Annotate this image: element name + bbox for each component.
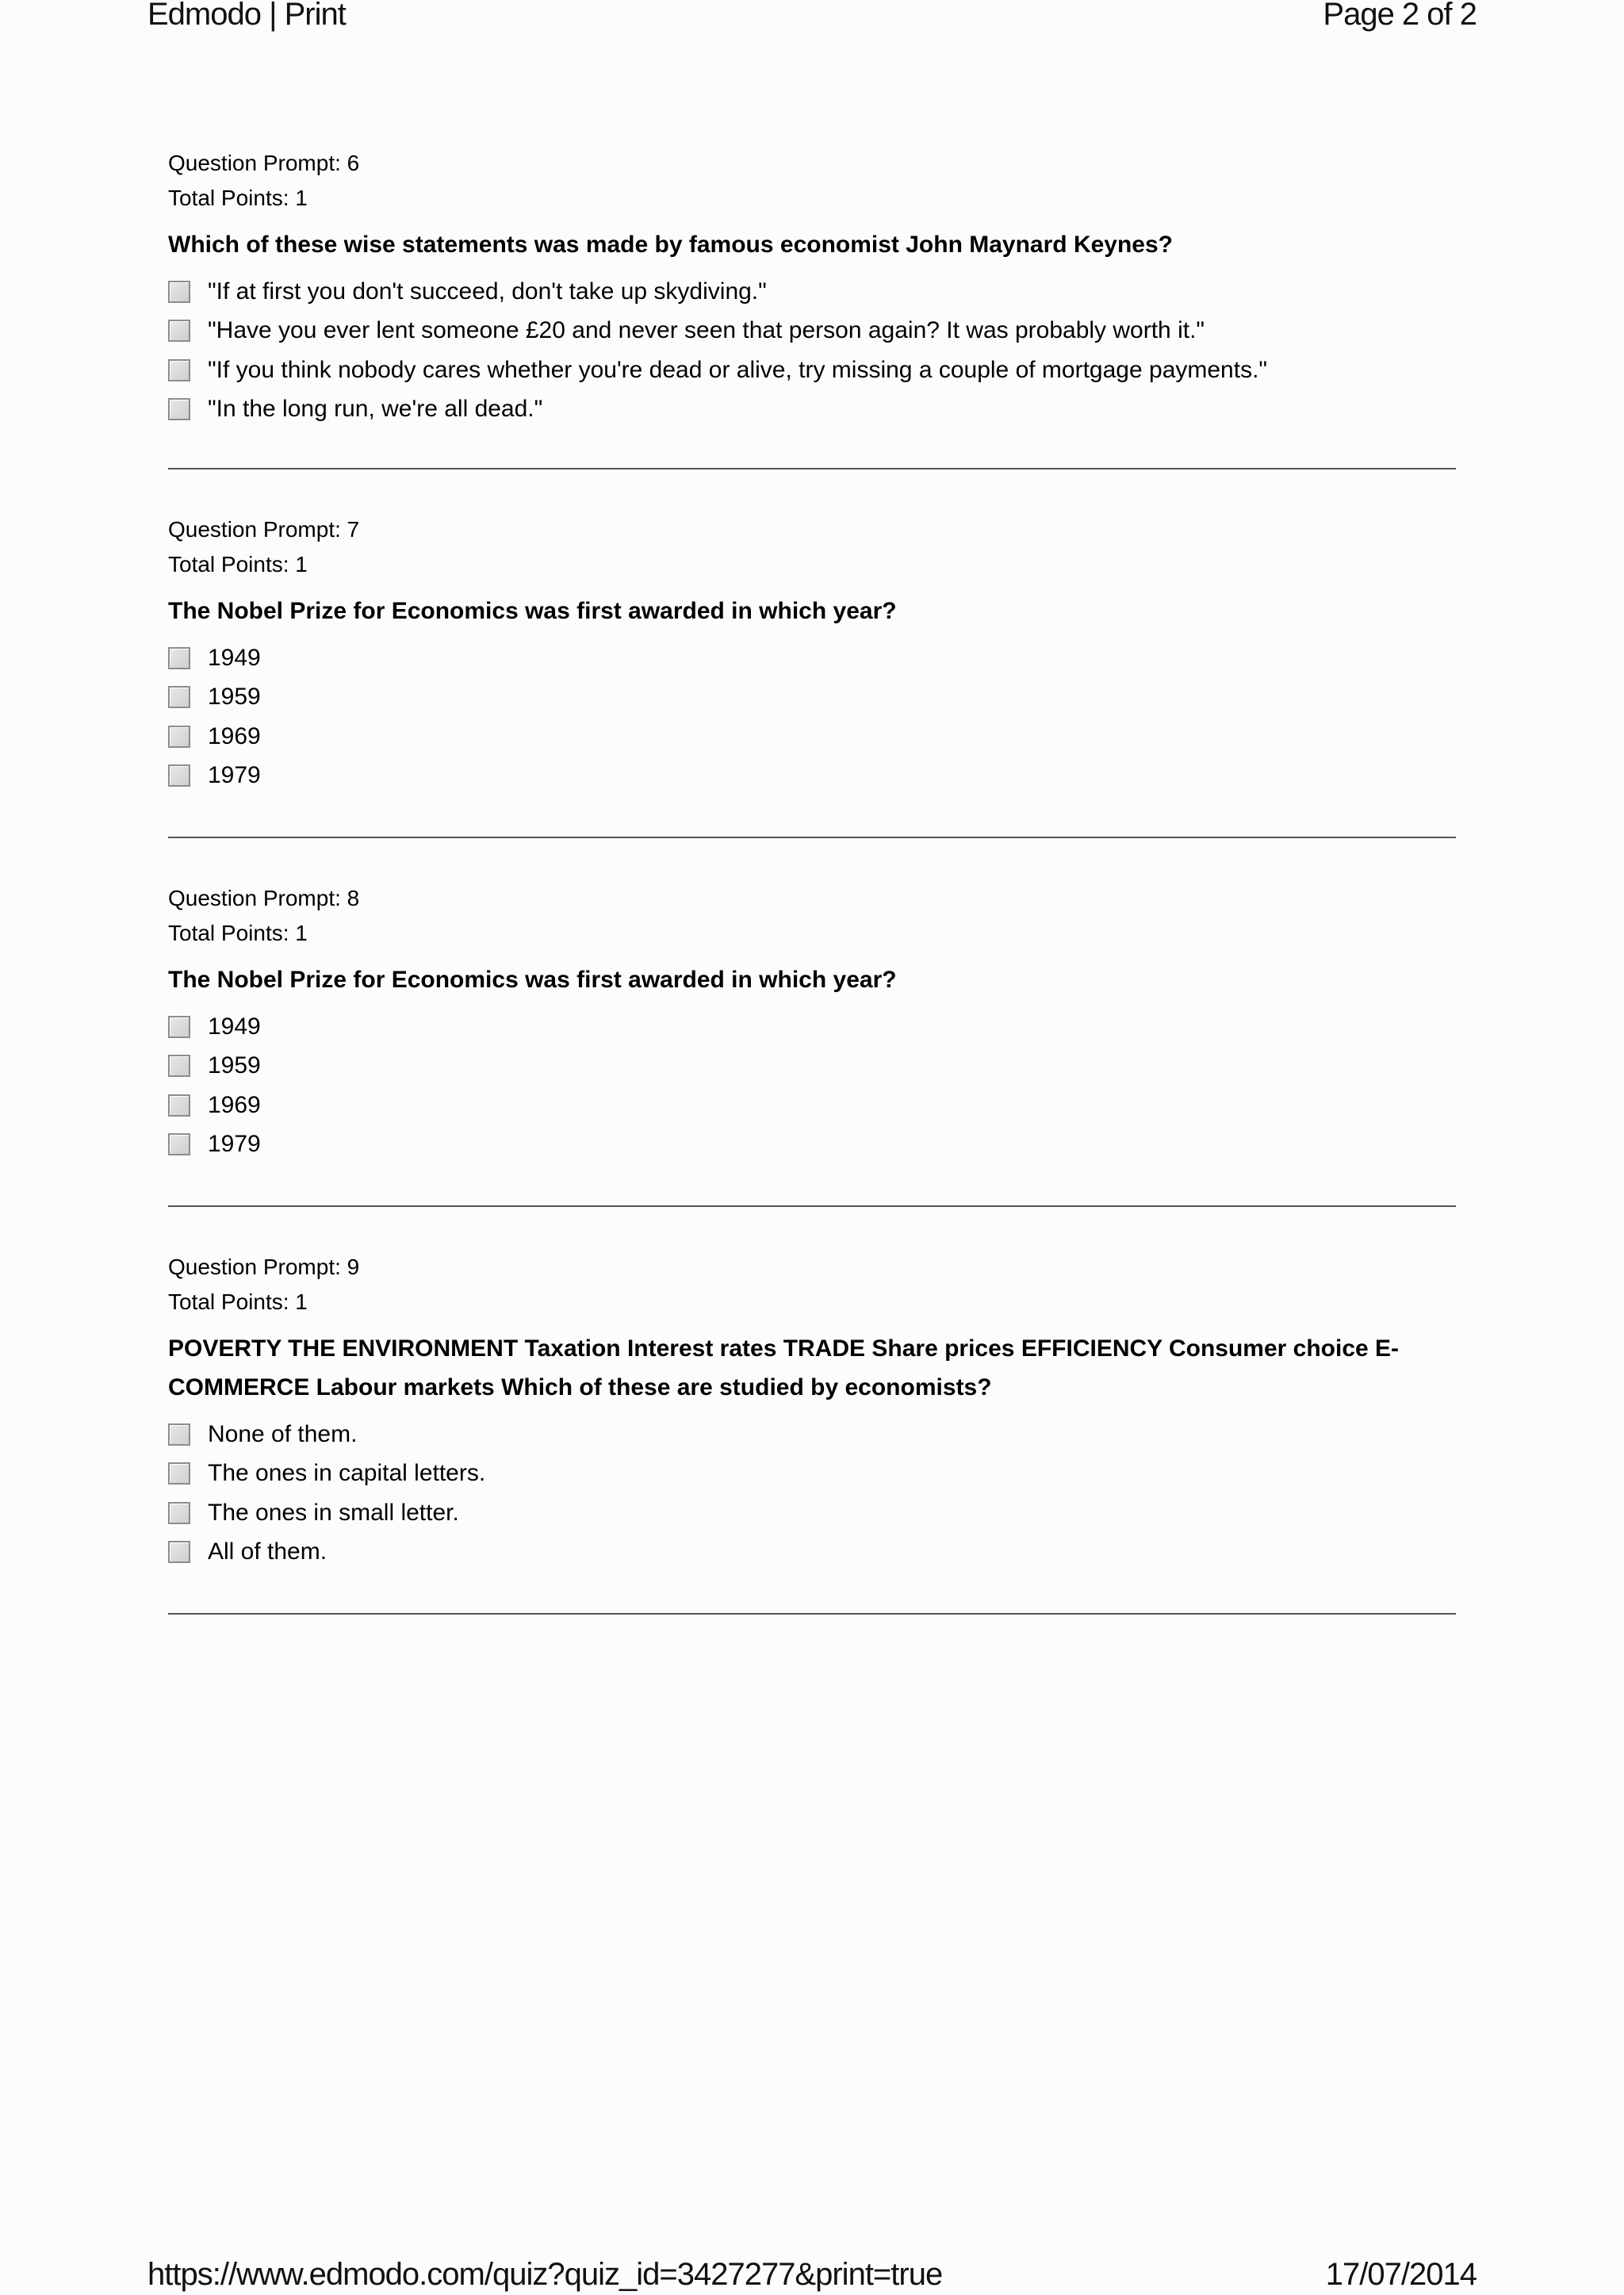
page-url: https://www.edmodo.com/quiz?quiz_id=3427277&print=true (147, 2257, 943, 2292)
answer-checkbox[interactable] (168, 1423, 190, 1446)
answer-checkbox[interactable] (168, 647, 190, 669)
question-total-points: Total Points: 1 (168, 921, 308, 945)
answer-checkbox[interactable] (168, 1502, 190, 1524)
answer-option (168, 757, 1456, 796)
answer-checkbox[interactable] (168, 726, 190, 748)
answer-option-label: "Have you ever lent someone £20 and never seen that person again? It was probably worth it." (208, 317, 1205, 344)
answer-option (168, 638, 1456, 678)
answer-option-label: None of them. (208, 1420, 358, 1447)
question-7 (168, 512, 1456, 838)
question-9 (168, 1250, 1456, 1615)
answer-option (168, 1533, 1456, 1573)
answer-option (168, 272, 1456, 312)
print-date: 17/07/2014 (1325, 2257, 1477, 2292)
answer-checkbox[interactable] (168, 359, 190, 381)
question-text: Which of these wise statements was made by famous economist John Maynard Keynes? (168, 232, 1174, 258)
answer-option (168, 390, 1456, 430)
answer-checkbox[interactable] (168, 1055, 190, 1077)
answer-checkbox[interactable] (168, 686, 190, 708)
question-prompt-number: Question Prompt: 6 (168, 151, 360, 175)
question-total-points: Total Points: 1 (168, 552, 308, 577)
answer-options (168, 1007, 1456, 1164)
answer-options (168, 638, 1456, 795)
answer-option-label: 1979 (208, 762, 261, 789)
question-8 (168, 881, 1456, 1207)
question-text: The Nobel Prize for Economics was first awarded in which year? (168, 967, 897, 993)
question-prompt-number: Question Prompt: 9 (168, 1255, 360, 1279)
answer-checkbox[interactable] (168, 1462, 190, 1485)
question-prompt-number: Question Prompt: 7 (168, 517, 360, 542)
answer-option-label: The ones in small letter. (208, 1499, 459, 1526)
print-header (147, 0, 1477, 33)
answer-option-label: 1959 (208, 684, 261, 711)
answer-option-label: 1969 (208, 722, 261, 749)
answer-option-label: All of them. (208, 1538, 327, 1565)
answer-option-label: 1969 (208, 1091, 261, 1118)
answer-option (168, 351, 1456, 390)
answer-option-label: The ones in capital letters. (208, 1460, 486, 1487)
question-6 (168, 146, 1456, 469)
quiz-question-list (168, 146, 1456, 1657)
answer-option-label: "If you think nobody cares whether you're dead or alive, try missing a couple of mortgage payments." (208, 356, 1268, 383)
answer-checkbox[interactable] (168, 281, 190, 303)
page-indicator: Page 2 of 2 (1323, 0, 1477, 32)
answer-checkbox[interactable] (168, 1094, 190, 1117)
answer-option (168, 1125, 1456, 1165)
answer-option (168, 717, 1456, 757)
question-divider (168, 837, 1456, 838)
question-divider (168, 468, 1456, 469)
question-prompt-number: Question Prompt: 8 (168, 886, 360, 910)
answer-option (168, 1454, 1456, 1494)
answer-option-label: 1979 (208, 1131, 261, 1158)
question-divider (168, 1205, 1456, 1207)
question-text: POVERTY THE ENVIRONMENT Taxation Interest rates TRADE Share prices EFFICIENCY Consumer choice E-COMMERCE Labour markets Which of these are studied by economists? (168, 1335, 1400, 1400)
answer-checkbox[interactable] (168, 1016, 190, 1038)
question-divider (168, 1613, 1456, 1615)
answer-options (168, 1415, 1456, 1572)
question-total-points: Total Points: 1 (168, 1289, 308, 1314)
answer-options (168, 272, 1456, 429)
answer-option-label: 1949 (208, 644, 261, 671)
answer-checkbox[interactable] (168, 398, 190, 420)
answer-option (168, 678, 1456, 718)
answer-checkbox[interactable] (168, 764, 190, 787)
print-footer (147, 2257, 1477, 2293)
answer-option (168, 1086, 1456, 1125)
answer-option (168, 1415, 1456, 1454)
answer-option (168, 1007, 1456, 1047)
answer-checkbox[interactable] (168, 320, 190, 342)
answer-checkbox[interactable] (168, 1541, 190, 1563)
answer-option-label: "If at first you don't succeed, don't take up skydiving." (208, 278, 767, 305)
answer-option (168, 1493, 1456, 1533)
document-title: Edmodo | Print (147, 0, 346, 32)
question-total-points: Total Points: 1 (168, 186, 308, 210)
question-text: The Nobel Prize for Economics was first awarded in which year? (168, 598, 897, 624)
answer-option (168, 1047, 1456, 1086)
answer-checkbox[interactable] (168, 1133, 190, 1155)
answer-option-label: "In the long run, we're all dead." (208, 396, 543, 423)
answer-option-label: 1959 (208, 1052, 261, 1079)
answer-option (168, 312, 1456, 351)
answer-option-label: 1949 (208, 1013, 261, 1040)
